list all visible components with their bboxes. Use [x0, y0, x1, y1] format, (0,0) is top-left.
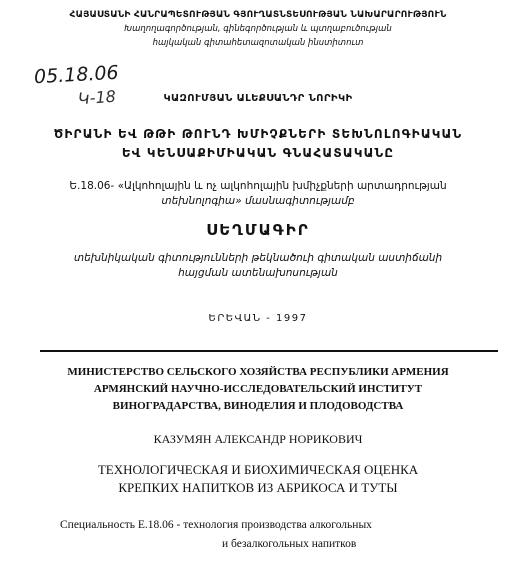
armenian-degree-line-2: հայցման ատենախոսության: [178, 267, 338, 279]
russian-ministry-line-3: ВИНОГРАДАРСТВА, ВИНОДЕЛИЯ И ПЛОДОВОДСТВА: [112, 400, 404, 412]
russian-author-name: КАЗУМЯН АЛЕКСАНДР НОРИКОВИЧ: [153, 432, 363, 446]
russian-title-line-2: КРЕПКИХ НАПИТКОВ ИЗ АБРИКОСА И ТУТЫ: [118, 480, 398, 495]
handwritten-note: Կ-18: [77, 86, 117, 109]
armenian-degree-line-1: տեխնիկական գիտությունների թեկնածուի գիտական աստիճանի: [73, 252, 443, 264]
armenian-city-year: ԵՐԵՎԱՆ - 1997: [208, 313, 308, 324]
armenian-title-line-2: ԵՎ ԿԵՆՍԱՔԻՄԻԱԿԱՆ ԳՆԱՀԱՏԱԿԱՆԸ: [121, 146, 395, 160]
section-divider: [40, 350, 498, 352]
russian-title-line-1: ТЕХНОЛОГИЧЕСКАЯ И БИОХИМИЧЕСКАЯ ОЦЕНКА: [97, 462, 419, 477]
armenian-specialty-line-2: տեխնոլոգիա» մասնագիտությամբ: [161, 195, 355, 207]
armenian-author-name: ԿԱԶՈՒՄՅԱՆ ԱԼԵՔՍԱՆԴՐ ՆՈՐԻԿԻ: [163, 93, 353, 104]
armenian-specialty-line-1: Ե.18.06- «Ալկոհոլային և ոչ ալկոհոլային խմիչքների արտադրության: [69, 180, 447, 192]
armenian-title-line-1: ԾԻՐԱՆԻ ԵՎ ԹԹԻ ԹՈՒՆԴ ԽՄԻՉՔՆԵՐԻ ՏԵԽՆՈԼՈԳԻԱԿԱՆ: [53, 127, 463, 141]
handwritten-code: 05.18.06: [33, 61, 120, 89]
russian-specialty-line-1: Специальность Е.18.06 - технология производства алкогольных: [60, 519, 372, 531]
russian-ministry-line-1: МИНИСТЕРСТВО СЕЛЬСКОГО ХОЗЯЙСТВА РЕСПУБЛИКИ АРМЕНИЯ: [67, 366, 449, 378]
armenian-institute-line-2: հայկական գիտահետազոտական ինստիտուտ: [152, 38, 364, 48]
armenian-institute-line-1: Խաղողագործության, գինեգործության և պտղաբուծության: [124, 24, 392, 34]
russian-specialty-line-2: и безалкогольных напитков: [222, 538, 357, 550]
armenian-ministry-line: ՀԱՅԱՍՏԱՆԻ ՀԱՆՐԱՊԵՏՈՒԹՅԱՆ ԳՅՈՒՂԱՏՆՏԵՍՈՒԹՅԱՆ ՆԱԽԱՐԱՐՈՒԹՅՈՒՆ: [69, 10, 447, 20]
armenian-abstract-label: ՍԵՂՄԱԳԻՐ: [206, 221, 310, 239]
russian-ministry-line-2: АРМЯНСКИЙ НАУЧНО-ИССЛЕДОВАТЕЛЬСКИЙ ИНСТИТУТ: [93, 383, 423, 395]
